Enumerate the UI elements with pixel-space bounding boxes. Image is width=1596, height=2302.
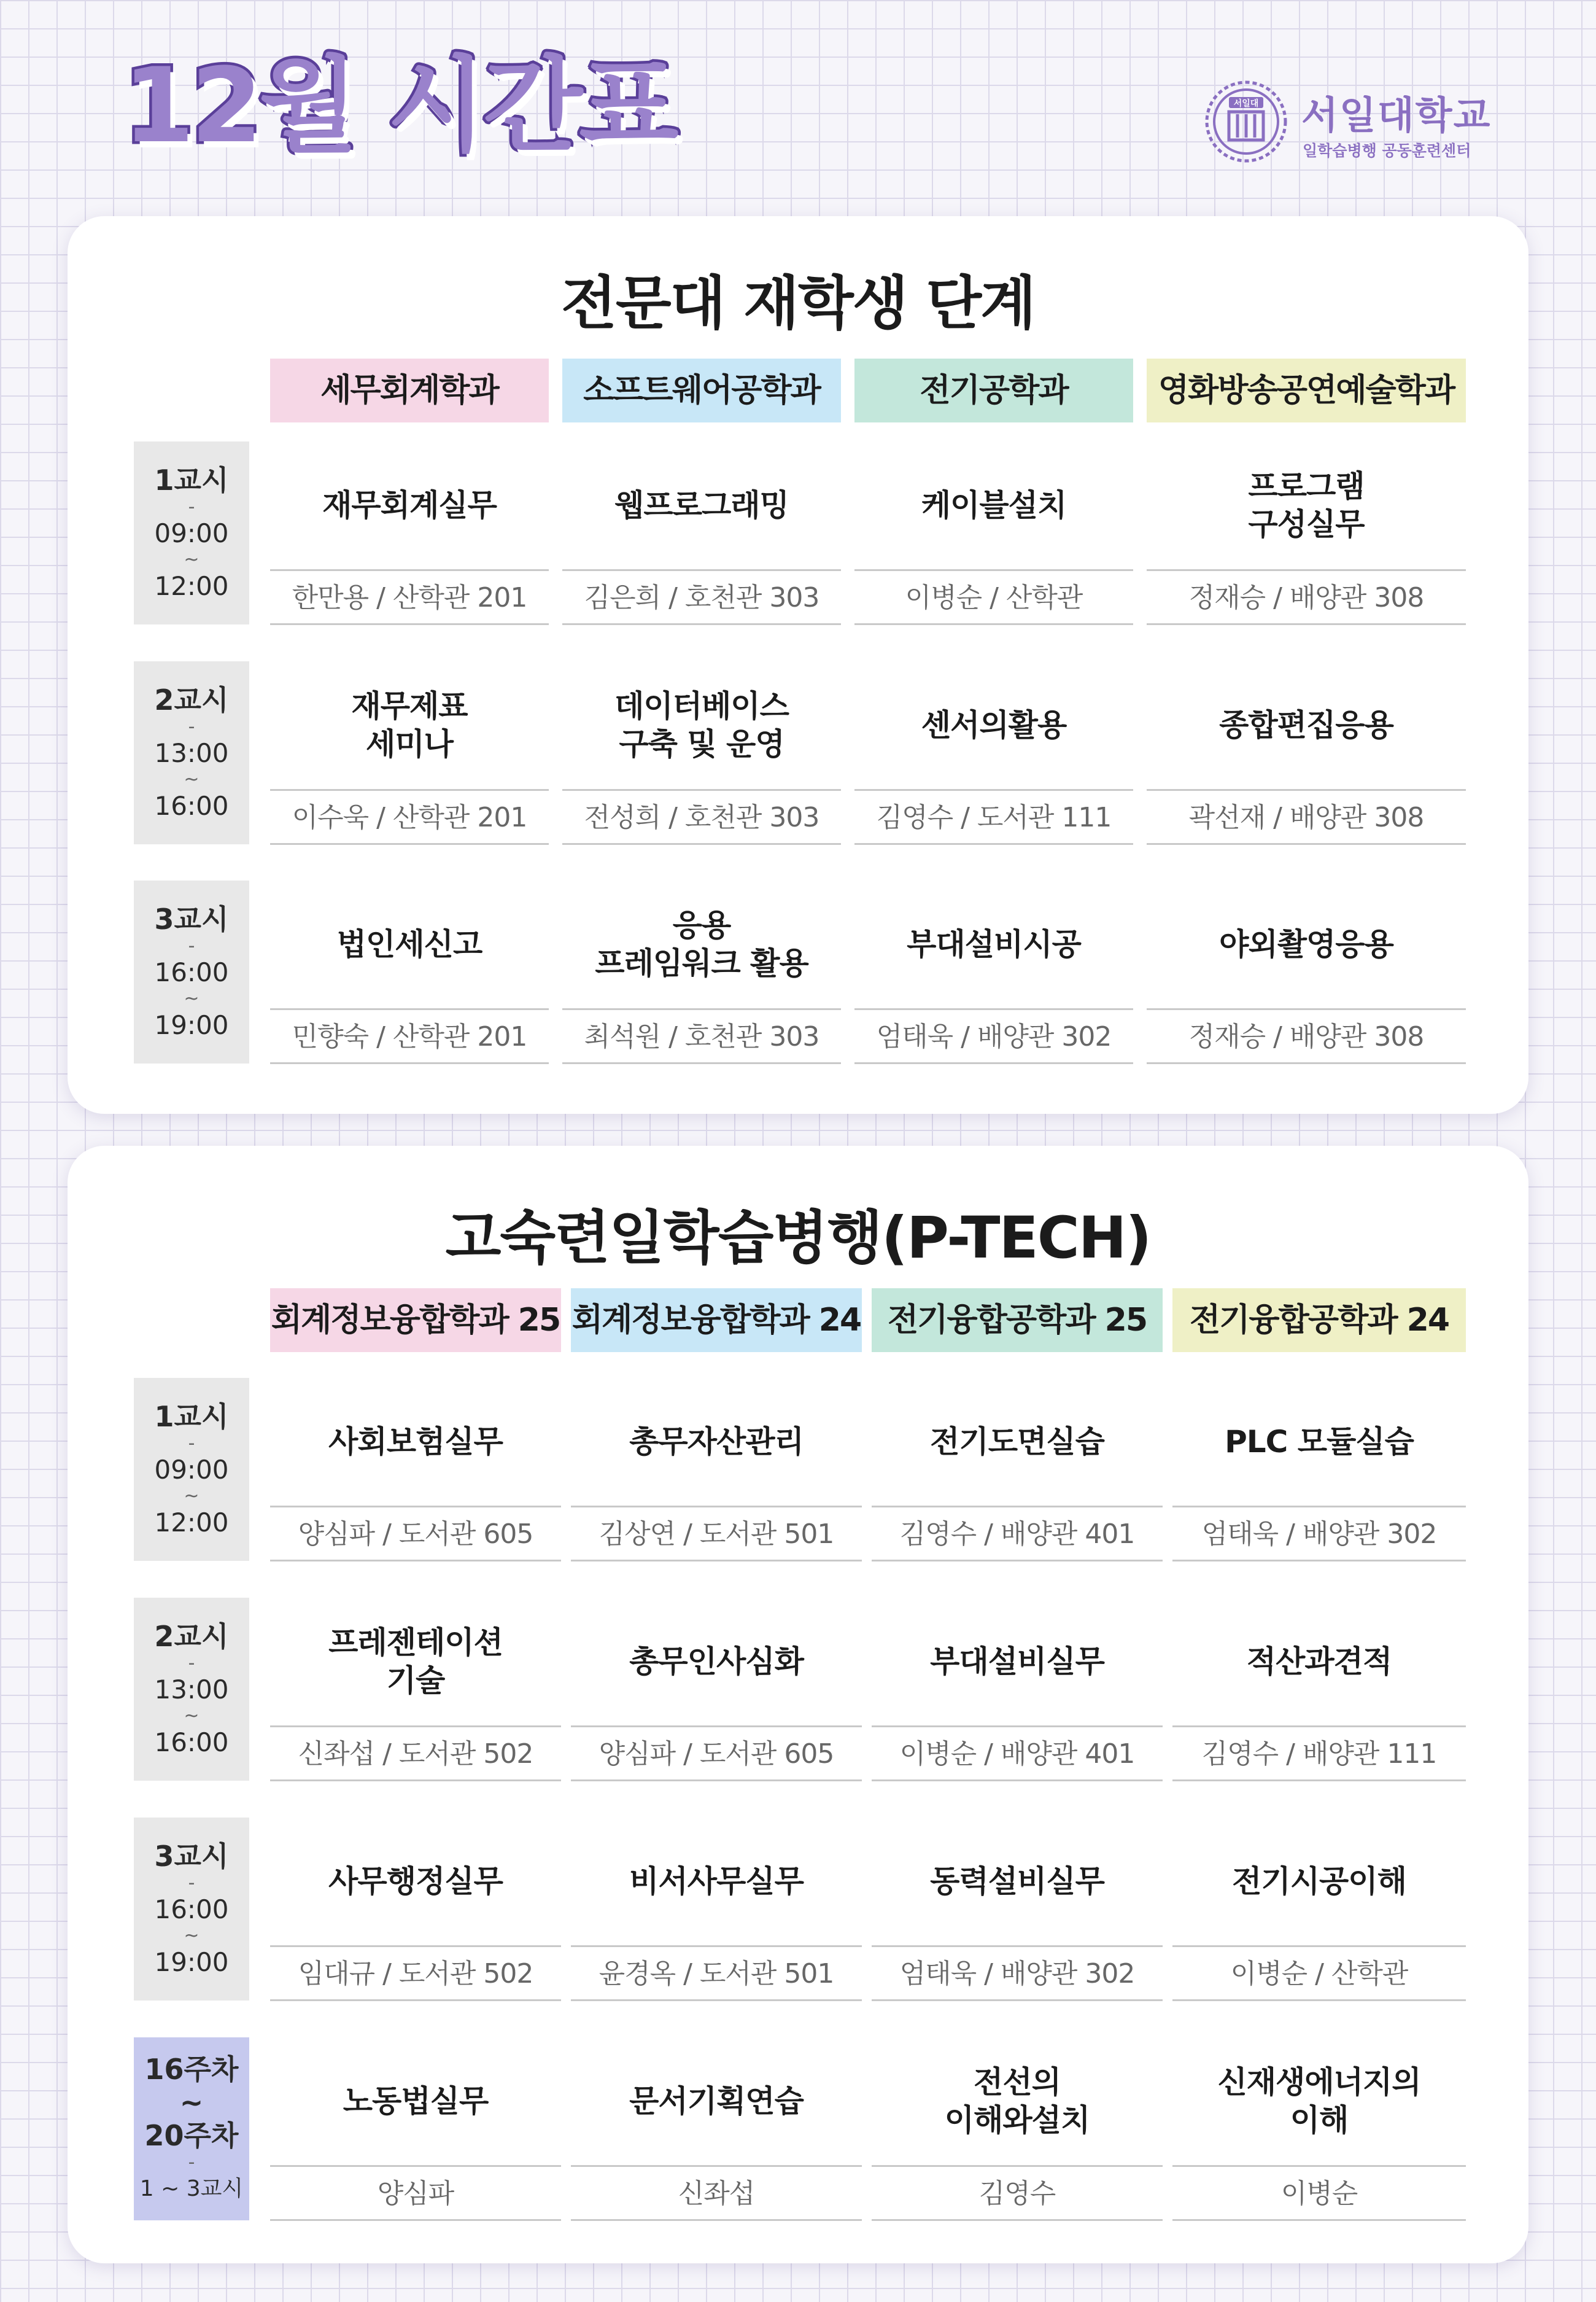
course-name: 종합편집응용 — [1219, 707, 1393, 743]
schedule-cell — [1172, 2037, 1466, 2222]
instructor-room: 민향숙 / 산학관 201 — [292, 1021, 527, 1052]
instructor-room: 윤경옥 / 도서관 501 — [598, 1958, 834, 1989]
schedule-cell — [270, 661, 549, 846]
period-end: 12:00 — [154, 1507, 229, 1538]
weeks-tilde: ~ — [179, 2086, 204, 2119]
schedule-cell — [1172, 1818, 1466, 2002]
period-name: 3교시 — [154, 1840, 229, 1873]
schedule-cell — [571, 1598, 862, 1782]
course-name: 재무회계실무 — [322, 488, 497, 523]
department-header: 전기공학과 — [854, 359, 1133, 422]
instructor-room: 한만용 / 산학관 201 — [292, 582, 527, 613]
schedule-cell — [270, 441, 549, 626]
instructor-room: 이병순 — [1280, 2178, 1358, 2209]
schedule-cell — [270, 881, 549, 1065]
seal-text: 서일대 — [1233, 99, 1259, 109]
schedule-cell — [270, 2037, 561, 2222]
instructor-room: 엄태욱 / 배양관 302 — [876, 1021, 1112, 1052]
course-name: 전기도면실습 — [930, 1424, 1104, 1460]
period-end: 19:00 — [154, 1947, 229, 1977]
instructor-room: 김영수 / 도서관 111 — [876, 802, 1112, 833]
period-start: 13:00 — [154, 738, 229, 768]
course-name: 프레젠테이션 기술 — [328, 1625, 503, 1698]
period-end: 19:00 — [154, 1010, 229, 1040]
schedule-cell — [270, 1818, 561, 2002]
course-name: 신재생에너지의 이해 — [1217, 2064, 1421, 2138]
department-header: 전기융합공학과 25 — [872, 1288, 1163, 1352]
university-logo — [1203, 79, 1492, 171]
schedule-cell — [1147, 881, 1466, 1065]
schedule-card-ptech — [68, 1146, 1528, 2263]
period-end: 16:00 — [154, 1727, 229, 1757]
course-name: 전선의 이해와설치 — [944, 2064, 1090, 2138]
course-name: 센서의활용 — [921, 707, 1067, 743]
period-label: 2교시 - 13:00 ~ 16:00 — [134, 1598, 249, 1781]
weeks-label: 16주차 ~ 20주차 - 1 ~ 3교시 — [134, 2037, 249, 2220]
schedule-cell — [571, 1818, 862, 2002]
period-label: 1교시 - 09:00 ~ 12:00 — [134, 1378, 249, 1561]
department-header: 전기융합공학과 24 — [1172, 1288, 1466, 1352]
course-name: 총무자산관리 — [629, 1424, 804, 1460]
period-start: 16:00 — [154, 957, 229, 987]
schedule-cell — [872, 1818, 1163, 2002]
period-label: 1교시 - 09:00 ~ 12:00 — [134, 441, 249, 624]
instructor-room: 전성희 / 호천관 303 — [584, 802, 819, 833]
course-name: 재무제표 세미나 — [351, 688, 468, 762]
course-name: 사무행정실무 — [328, 1864, 503, 1899]
period-label: 2교시 - 13:00 ~ 16:00 — [134, 661, 249, 844]
schedule-cell — [1172, 1598, 1466, 1782]
department-header: 소프트웨어공학과 — [562, 359, 841, 422]
course-name: 적산과견적 — [1246, 1644, 1392, 1679]
period-start: 16:00 — [154, 1894, 229, 1924]
instructor-room: 양심파 / 도서관 605 — [298, 1518, 533, 1550]
instructor-room: 정재승 / 배양관 308 — [1188, 1021, 1424, 1052]
instructor-room: 신좌섭 — [678, 2178, 755, 2209]
course-name: 노동법실무 — [343, 2083, 489, 2119]
instructor-room: 엄태욱 / 배양관 302 — [899, 1958, 1135, 1989]
period-name: 2교시 — [154, 1620, 229, 1653]
course-name: 문서기획연습 — [629, 2083, 804, 2119]
schedule-cell — [562, 441, 841, 626]
instructor-room: 이병순 / 배양관 401 — [899, 1738, 1135, 1770]
course-name: 전기시공이해 — [1232, 1864, 1406, 1899]
instructor-room: 곽선재 / 배양관 308 — [1188, 802, 1424, 833]
instructor-room: 김영수 / 배양관 111 — [1201, 1738, 1437, 1770]
page-title: 12월 시간표 — [123, 45, 675, 166]
instructor-room: 엄태욱 / 배양관 302 — [1201, 1518, 1437, 1550]
section-title: 고숙련일학습병행(P-TECH) — [445, 1205, 1151, 1272]
schedule-cell — [1147, 441, 1466, 626]
course-name: 웹프로그래밍 — [614, 488, 789, 523]
university-seal-icon — [1203, 79, 1289, 165]
instructor-room: 이병순 / 산학관 — [905, 582, 1083, 613]
course-name: 야외촬영응용 — [1219, 927, 1393, 962]
course-name: 프로그램 구성실무 — [1248, 469, 1365, 542]
schedule-card-regular — [68, 216, 1528, 1114]
weeks-end: 20주차 — [144, 2119, 239, 2152]
instructor-room: 양심파 / 도서관 605 — [598, 1738, 834, 1770]
period-label: 3교시 - 16:00 ~ 19:00 — [134, 881, 249, 1064]
instructor-room: 정재승 / 배양관 308 — [1188, 582, 1424, 613]
schedule-cell — [872, 1378, 1163, 1562]
instructor-room: 양심파 — [377, 2178, 454, 2209]
department-header: 영화방송공연예술학과 — [1147, 359, 1466, 422]
instructor-room: 신좌섭 / 도서관 502 — [298, 1738, 533, 1770]
course-name: 총무인사심화 — [629, 1644, 804, 1679]
instructor-room: 김은희 / 호천관 303 — [584, 582, 819, 613]
course-name: 부대설비시공 — [907, 927, 1081, 962]
logo-subtitle: 일학습병행 공동훈련센터 — [1303, 142, 1471, 160]
section-title: 전문대 재학생 단계 — [561, 270, 1035, 337]
period-end: 12:00 — [154, 571, 229, 601]
period-name: 3교시 — [154, 903, 229, 936]
instructor-room: 김영수 — [978, 2178, 1056, 2209]
instructor-room: 김영수 / 배양관 401 — [899, 1518, 1135, 1550]
course-name: 케이블설치 — [921, 488, 1067, 523]
department-header: 회계정보융합학과 24 — [571, 1288, 862, 1352]
schedule-cell — [854, 661, 1133, 846]
course-name: 응용 프레임워크 활용 — [595, 908, 808, 981]
schedule-cell — [854, 441, 1133, 626]
schedule-cell — [872, 2037, 1163, 2222]
period-label: 3교시 - 16:00 ~ 19:00 — [134, 1818, 249, 2001]
schedule-cell — [1147, 661, 1466, 846]
course-name: 비서사무실무 — [629, 1864, 804, 1899]
schedule-cell — [571, 1378, 862, 1562]
period-end: 16:00 — [154, 791, 229, 821]
course-name: 데이터베이스 구축 및 운영 — [614, 688, 789, 762]
instructor-room: 이수욱 / 산학관 201 — [292, 802, 527, 833]
course-name: 동력설비실무 — [930, 1864, 1104, 1899]
department-header: 세무회계학과 — [270, 359, 549, 422]
weeks-periods: 1 ~ 3교시 — [139, 2176, 244, 2201]
instructor-room: 최석원 / 호천관 303 — [584, 1021, 819, 1052]
instructor-room: 이병순 / 산학관 — [1230, 1958, 1408, 1989]
course-name: PLC 모듈실습 — [1225, 1424, 1414, 1460]
period-name: 2교시 — [154, 683, 229, 717]
schedule-cell — [270, 1598, 561, 1782]
logo-name: 서일대학교 — [1301, 93, 1492, 138]
period-start: 13:00 — [154, 1674, 229, 1705]
course-name: 법인세신고 — [336, 927, 482, 962]
schedule-cell — [571, 2037, 862, 2222]
department-header: 회계정보융합학과 25 — [270, 1288, 561, 1352]
schedule-cell — [270, 1378, 561, 1562]
schedule-cell — [1172, 1378, 1466, 1562]
period-start: 09:00 — [154, 1455, 229, 1485]
schedule-cell — [562, 661, 841, 846]
period-start: 09:00 — [154, 518, 229, 548]
instructor-room: 김상연 / 도서관 501 — [598, 1518, 834, 1550]
course-name: 부대설비실무 — [930, 1644, 1104, 1679]
period-name: 1교시 — [154, 1400, 229, 1433]
weeks-start: 16주차 — [144, 2053, 239, 2086]
schedule-cell — [854, 881, 1133, 1065]
course-name: 사회보험실무 — [328, 1424, 503, 1460]
schedule-cell — [562, 881, 841, 1065]
instructor-room: 임대규 / 도서관 502 — [298, 1958, 533, 1989]
period-name: 1교시 — [154, 464, 229, 497]
schedule-cell — [872, 1598, 1163, 1782]
